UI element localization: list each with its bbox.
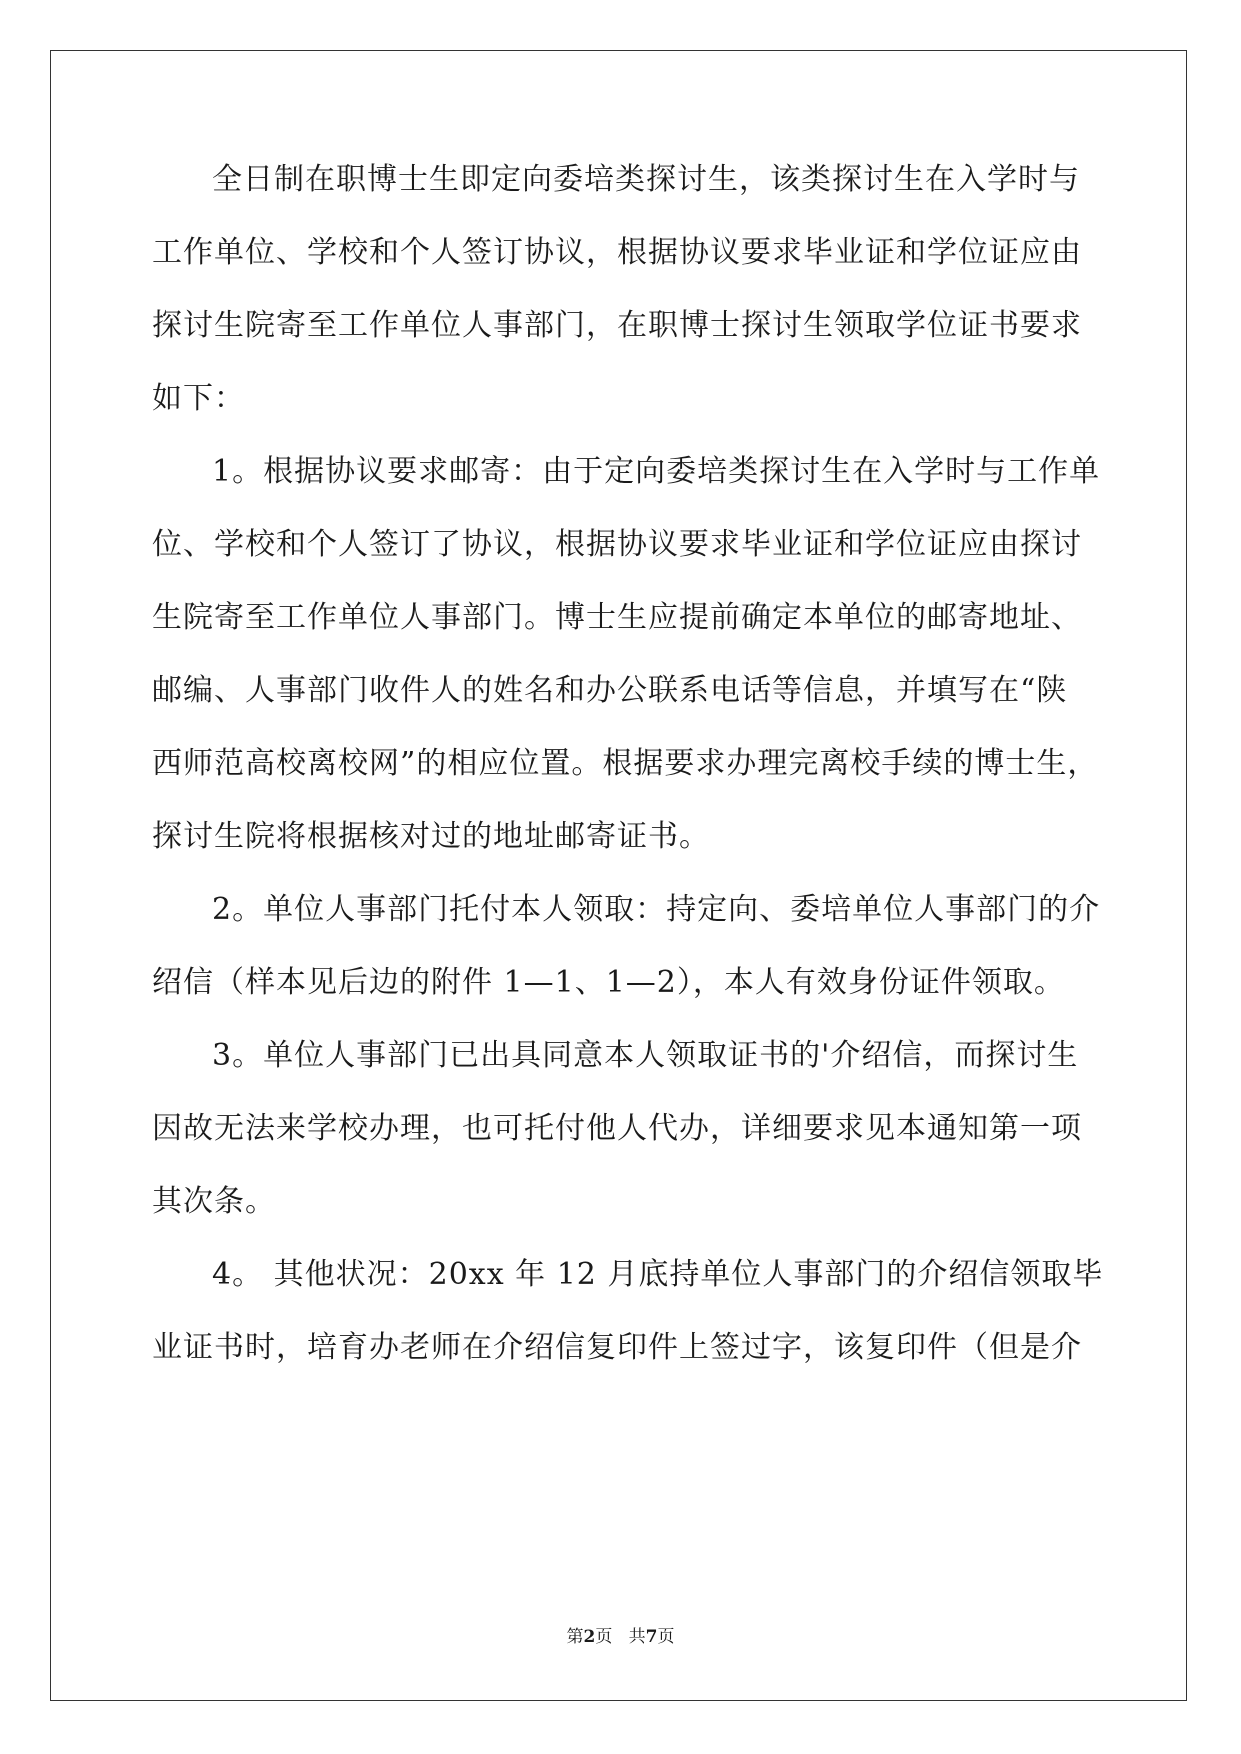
paragraph-line: 其次条。 (152, 1184, 276, 1219)
paragraph-line: 2。单位人事部门托付本人领取：持定向、委培单位人事部门的介 (212, 892, 1101, 927)
paragraph-line: 业证书时，培育办老师在介绍信复印件上签过字，该复印件（但是介 (152, 1330, 1082, 1365)
paragraph-line: 如下： (152, 381, 245, 416)
total-pages-number: 7 (645, 1627, 658, 1647)
paragraph-line: 绍信（样本见后边的附件 1—1、1—2），本人有效身份证件领取。 (152, 965, 1065, 1000)
paragraph-line: 邮编、人事部门收件人的姓名和办公联系电话等信息，并填写在“陕 (152, 673, 1068, 708)
footer-total-prefix: 共 (628, 1627, 646, 1647)
paragraph-line: 西师范高校离校网”的相应位置。根据要求办理完离校手续的博士生， (152, 746, 1099, 781)
footer-total-suffix: 页 (657, 1627, 675, 1647)
paragraph-line: 4。 其他状况：20xx 年 12 月底持单位人事部门的介绍信领取毕 (212, 1257, 1104, 1292)
paragraph-line: 位、学校和个人签订了协议，根据协议要求毕业证和学位证应由探讨 (152, 527, 1082, 562)
footer-page-suffix: 页 (595, 1627, 613, 1647)
paragraph-line: 工作单位、学校和个人签订协议，根据协议要求毕业证和学位证应由 (152, 235, 1082, 270)
footer-prefix: 第 (566, 1627, 584, 1647)
paragraph-line: 因故无法来学校办理，也可托付他人代办，详细要求见本通知第一项 (152, 1111, 1082, 1146)
paragraph-line: 全日制在职博士生即定向委培类探讨生，该类探讨生在入学时与 (212, 162, 1080, 197)
paragraph-line: 探讨生院寄至工作单位人事部门，在职博士探讨生领取学位证书要求 (152, 308, 1082, 343)
page-number-footer (0, 1625, 1241, 1649)
paragraph-line: 1。根据协议要求邮寄：由于定向委培类探讨生在入学时与工作单 (212, 454, 1101, 489)
paragraph-line: 生院寄至工作单位人事部门。博士生应提前确定本单位的邮寄地址、 (152, 600, 1082, 635)
page-border (50, 50, 1187, 1701)
paragraph-line: 3。单位人事部门已出具同意本人领取证书的'介绍信，而探讨生 (212, 1038, 1079, 1073)
paragraph-line: 探讨生院将根据核对过的地址邮寄证书。 (152, 819, 710, 854)
current-page-number: 2 (583, 1627, 596, 1647)
